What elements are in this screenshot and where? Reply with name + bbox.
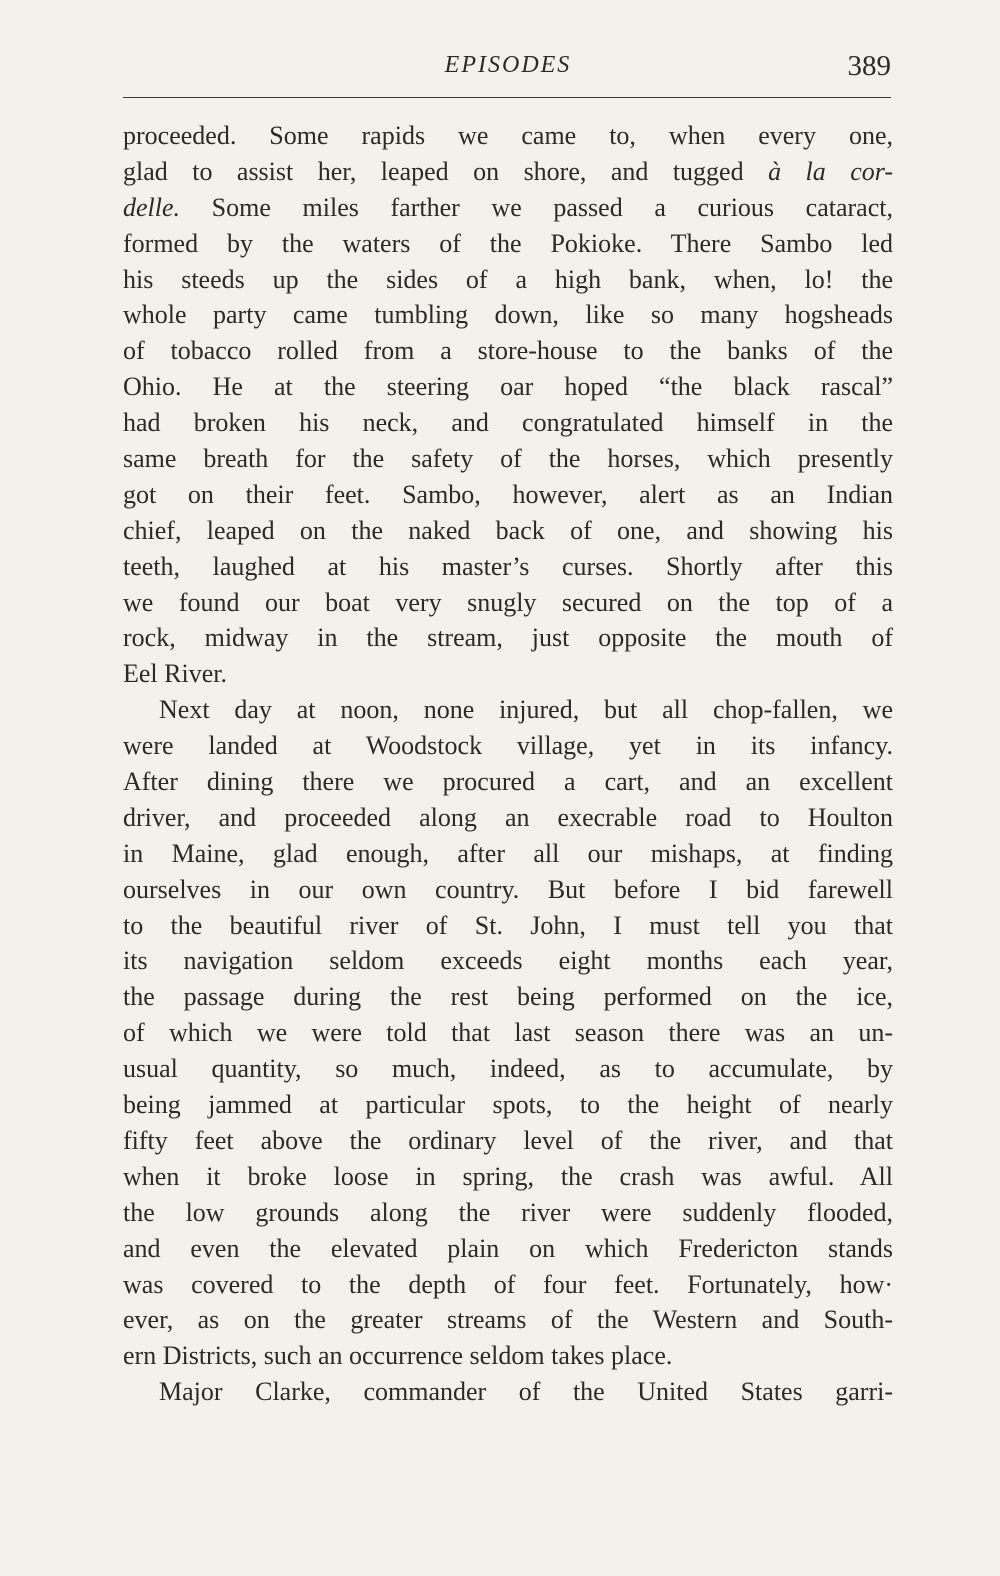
text-line (123, 620, 893, 656)
text-line (123, 1087, 893, 1123)
text-line (123, 190, 893, 226)
text-line (123, 441, 893, 477)
line-text: and even the elevated plain on which Fredericton stands (123, 1233, 893, 1263)
italic-text: à la cor- (768, 156, 893, 186)
page-number: 389 (847, 50, 891, 82)
text-line (123, 513, 893, 549)
line-text: teeth, laughed at his master’s curses. Shortly after this (123, 551, 893, 581)
line-text: we found our boat very snugly secured on the top of a (123, 587, 893, 617)
line-text: Next day at noon, none injured, but all chop-fallen, we (159, 695, 893, 725)
line-text: Some miles farther we passed a curious cataract, (180, 192, 893, 222)
text-line (123, 1338, 893, 1374)
text-line (123, 297, 893, 333)
line-text: to the beautiful river of St. John, I must tell you that (123, 910, 893, 940)
line-text: ourselves in our own country. But before I bid farewell (123, 874, 893, 904)
line-text: ern Districts, such an occurrence seldom takes place. (123, 1341, 673, 1371)
text-line (123, 764, 893, 800)
line-text: the low grounds along the river were suddenly flooded, (123, 1197, 893, 1227)
text-line (123, 118, 893, 154)
text-line (123, 369, 893, 405)
line-text: being jammed at particular spots, to the height of nearly (123, 1090, 893, 1120)
text-line (123, 728, 893, 764)
line-text: were landed at Woodstock village, yet in its infancy. (123, 731, 893, 761)
text-line (123, 549, 893, 585)
line-text: chief, leaped on the naked back of one, and showing his (123, 515, 893, 545)
line-text: Major Clarke, commander of the United States garri- (159, 1377, 893, 1407)
line-text: driver, and proceeded along an execrable road to Houlton (123, 802, 893, 832)
line-text: of tobacco rolled from a store-house to the banks of the (123, 336, 893, 366)
line-text: ever, as on the greater streams of the Western and South- (123, 1305, 893, 1335)
line-text: glad to assist her, leaped on shore, and tugged (123, 156, 769, 186)
text-line (123, 585, 893, 621)
text-line (123, 226, 893, 262)
line-text: formed by the waters of the Pokioke. There Sambo led (123, 228, 893, 258)
line-text: its navigation seldom exceeds eight months each year, (123, 946, 893, 976)
text-line (123, 154, 893, 190)
text-line (123, 1159, 893, 1195)
page-header (123, 50, 893, 90)
text-line (123, 656, 893, 692)
text-line (123, 908, 893, 944)
line-text: Ohio. He at the steering oar hoped “the black rascal” (123, 372, 893, 402)
text-line (123, 979, 893, 1015)
line-text: when it broke loose in spring, the crash was awful. All (123, 1161, 893, 1191)
text-line (123, 1051, 893, 1087)
text-line (123, 1015, 893, 1051)
text-line (123, 262, 893, 298)
text-line (123, 1374, 893, 1410)
text-line (123, 477, 893, 513)
line-text: of which we were told that last season there was an un- (123, 1018, 893, 1048)
text-line (123, 692, 893, 728)
line-text: got on their feet. Sambo, however, alert as an Indian (123, 479, 893, 509)
text-line (123, 333, 893, 369)
text-line (123, 800, 893, 836)
italic-text: delle. (123, 192, 181, 222)
text-line (123, 1231, 893, 1267)
text-line (123, 943, 893, 979)
text-line (123, 872, 893, 908)
line-text: his steeds up the sides of a high bank, when, lo! the (123, 264, 893, 294)
line-text: the passage during the rest being performed on the ice, (123, 982, 893, 1012)
text-line (123, 1302, 893, 1338)
line-text: After dining there we procured a cart, and an excellent (123, 767, 893, 797)
text-line (123, 1123, 893, 1159)
line-text: whole party came tumbling down, like so many hogsheads (123, 300, 893, 330)
text-line (123, 1195, 893, 1231)
line-text: fifty feet above the ordinary level of the river, and that (123, 1125, 893, 1155)
line-text: was covered to the depth of four feet. Fortunately, how· (123, 1269, 893, 1299)
body-text (123, 118, 893, 1410)
line-text: in Maine, glad enough, after all our mishaps, at finding (123, 838, 893, 868)
running-head: EPISODES (444, 52, 572, 78)
line-text: rock, midway in the stream, just opposite the mouth of (123, 623, 893, 653)
header-rule (123, 97, 891, 98)
line-text: Eel River. (123, 659, 227, 689)
line-text: had broken his neck, and congratulated himself in the (123, 408, 893, 438)
text-line (123, 405, 893, 441)
line-text: same breath for the safety of the horses, which presently (123, 444, 893, 474)
text-line (123, 836, 893, 872)
line-text: proceeded. Some rapids we came to, when every one, (123, 121, 893, 150)
line-text: usual quantity, so much, indeed, as to accumulate, by (123, 1054, 893, 1084)
text-line (123, 1267, 893, 1303)
